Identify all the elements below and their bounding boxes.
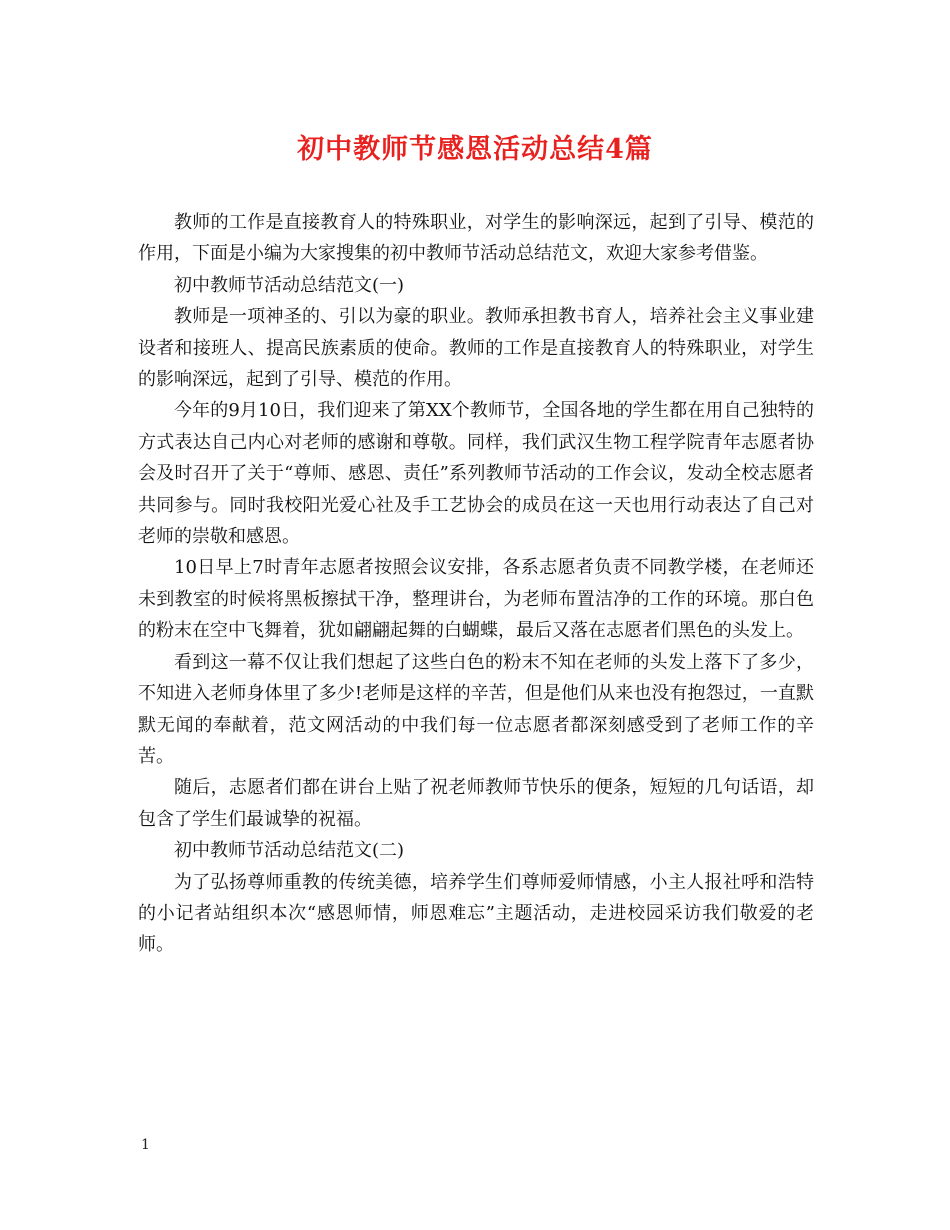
intro-paragraph: 教师的工作是直接教育人的特殊职业，对学生的影响深远，起到了引导、模范的作用，下面是小编为大家搜集的初中教师节活动总结范文，欢迎大家参考借鉴。: [138, 212, 814, 265]
body-paragraph: 为了弘扬尊师重教的传统美德，培养学生们尊师爱师情感，小主人报社呼和浩特的小记者站组织本次“感恩师情，师恩难忘”主题活动，走进校园采访我们敬爱的老师。: [138, 871, 814, 956]
body-paragraph: 10日早上7时青年志愿者按照会议安排，各系志愿者负责不同教学楼，在老师还未到教室的时候将黑板擦拭干净，整理讲台，为老师布置洁净的工作的环境。那白色的粉末在空中飞舞着，犹如翩翩起舞的白蝴蝶，最后又落在志愿者们黑色的头发上。: [138, 557, 814, 642]
body-paragraph: 看到这一幕不仅让我们想起了这些白色的粉末不知在老师的头发上落下了多少，不知进入老师身体里了多少!老师是这样的辛苦，但是他们从来也没有抱怨过，一直默默无闻的奉献着，范文网活动的中我们每一位志愿者都深刻感受到了老师工作的辛苦。: [138, 651, 814, 767]
body-paragraph: 随后，志愿者们都在讲台上贴了祝老师教师节快乐的便条，短短的几句话语，却包含了学生们最诚挚的祝福。: [138, 777, 814, 830]
body-paragraph: 今年的9月10日，我们迎来了第XX个教师节，全国各地的学生都在用自己独特的方式表达自己内心对老师的感谢和尊敬。同样，我们武汉生物工程学院青年志愿者协会及时召开了关于“尊师、感恩、责任”系列教师节活动的工作会议，发动全校志愿者共同参与。同时我校阳光爱心社及手工艺协会的成员在这一天也用行动表达了自己对老师的崇敬和感恩。: [138, 400, 814, 548]
body-paragraph: 教师是一项神圣的、引以为豪的职业。教师承担教书育人，培养社会主义事业建设者和接班人、提高民族素质的使命。教师的工作是直接教育人的特殊职业，对学生的影响深远，起到了引导、模范的作用。: [138, 306, 814, 391]
section-heading-2: 初中教师节活动总结范文(二): [174, 840, 405, 862]
page-number: 1: [141, 1137, 150, 1153]
document-title: 初中教师节感恩活动总结4篇: [297, 134, 653, 165]
section-heading-1: 初中教师节活动总结范文(一): [174, 274, 405, 296]
document-body: [138, 207, 814, 961]
